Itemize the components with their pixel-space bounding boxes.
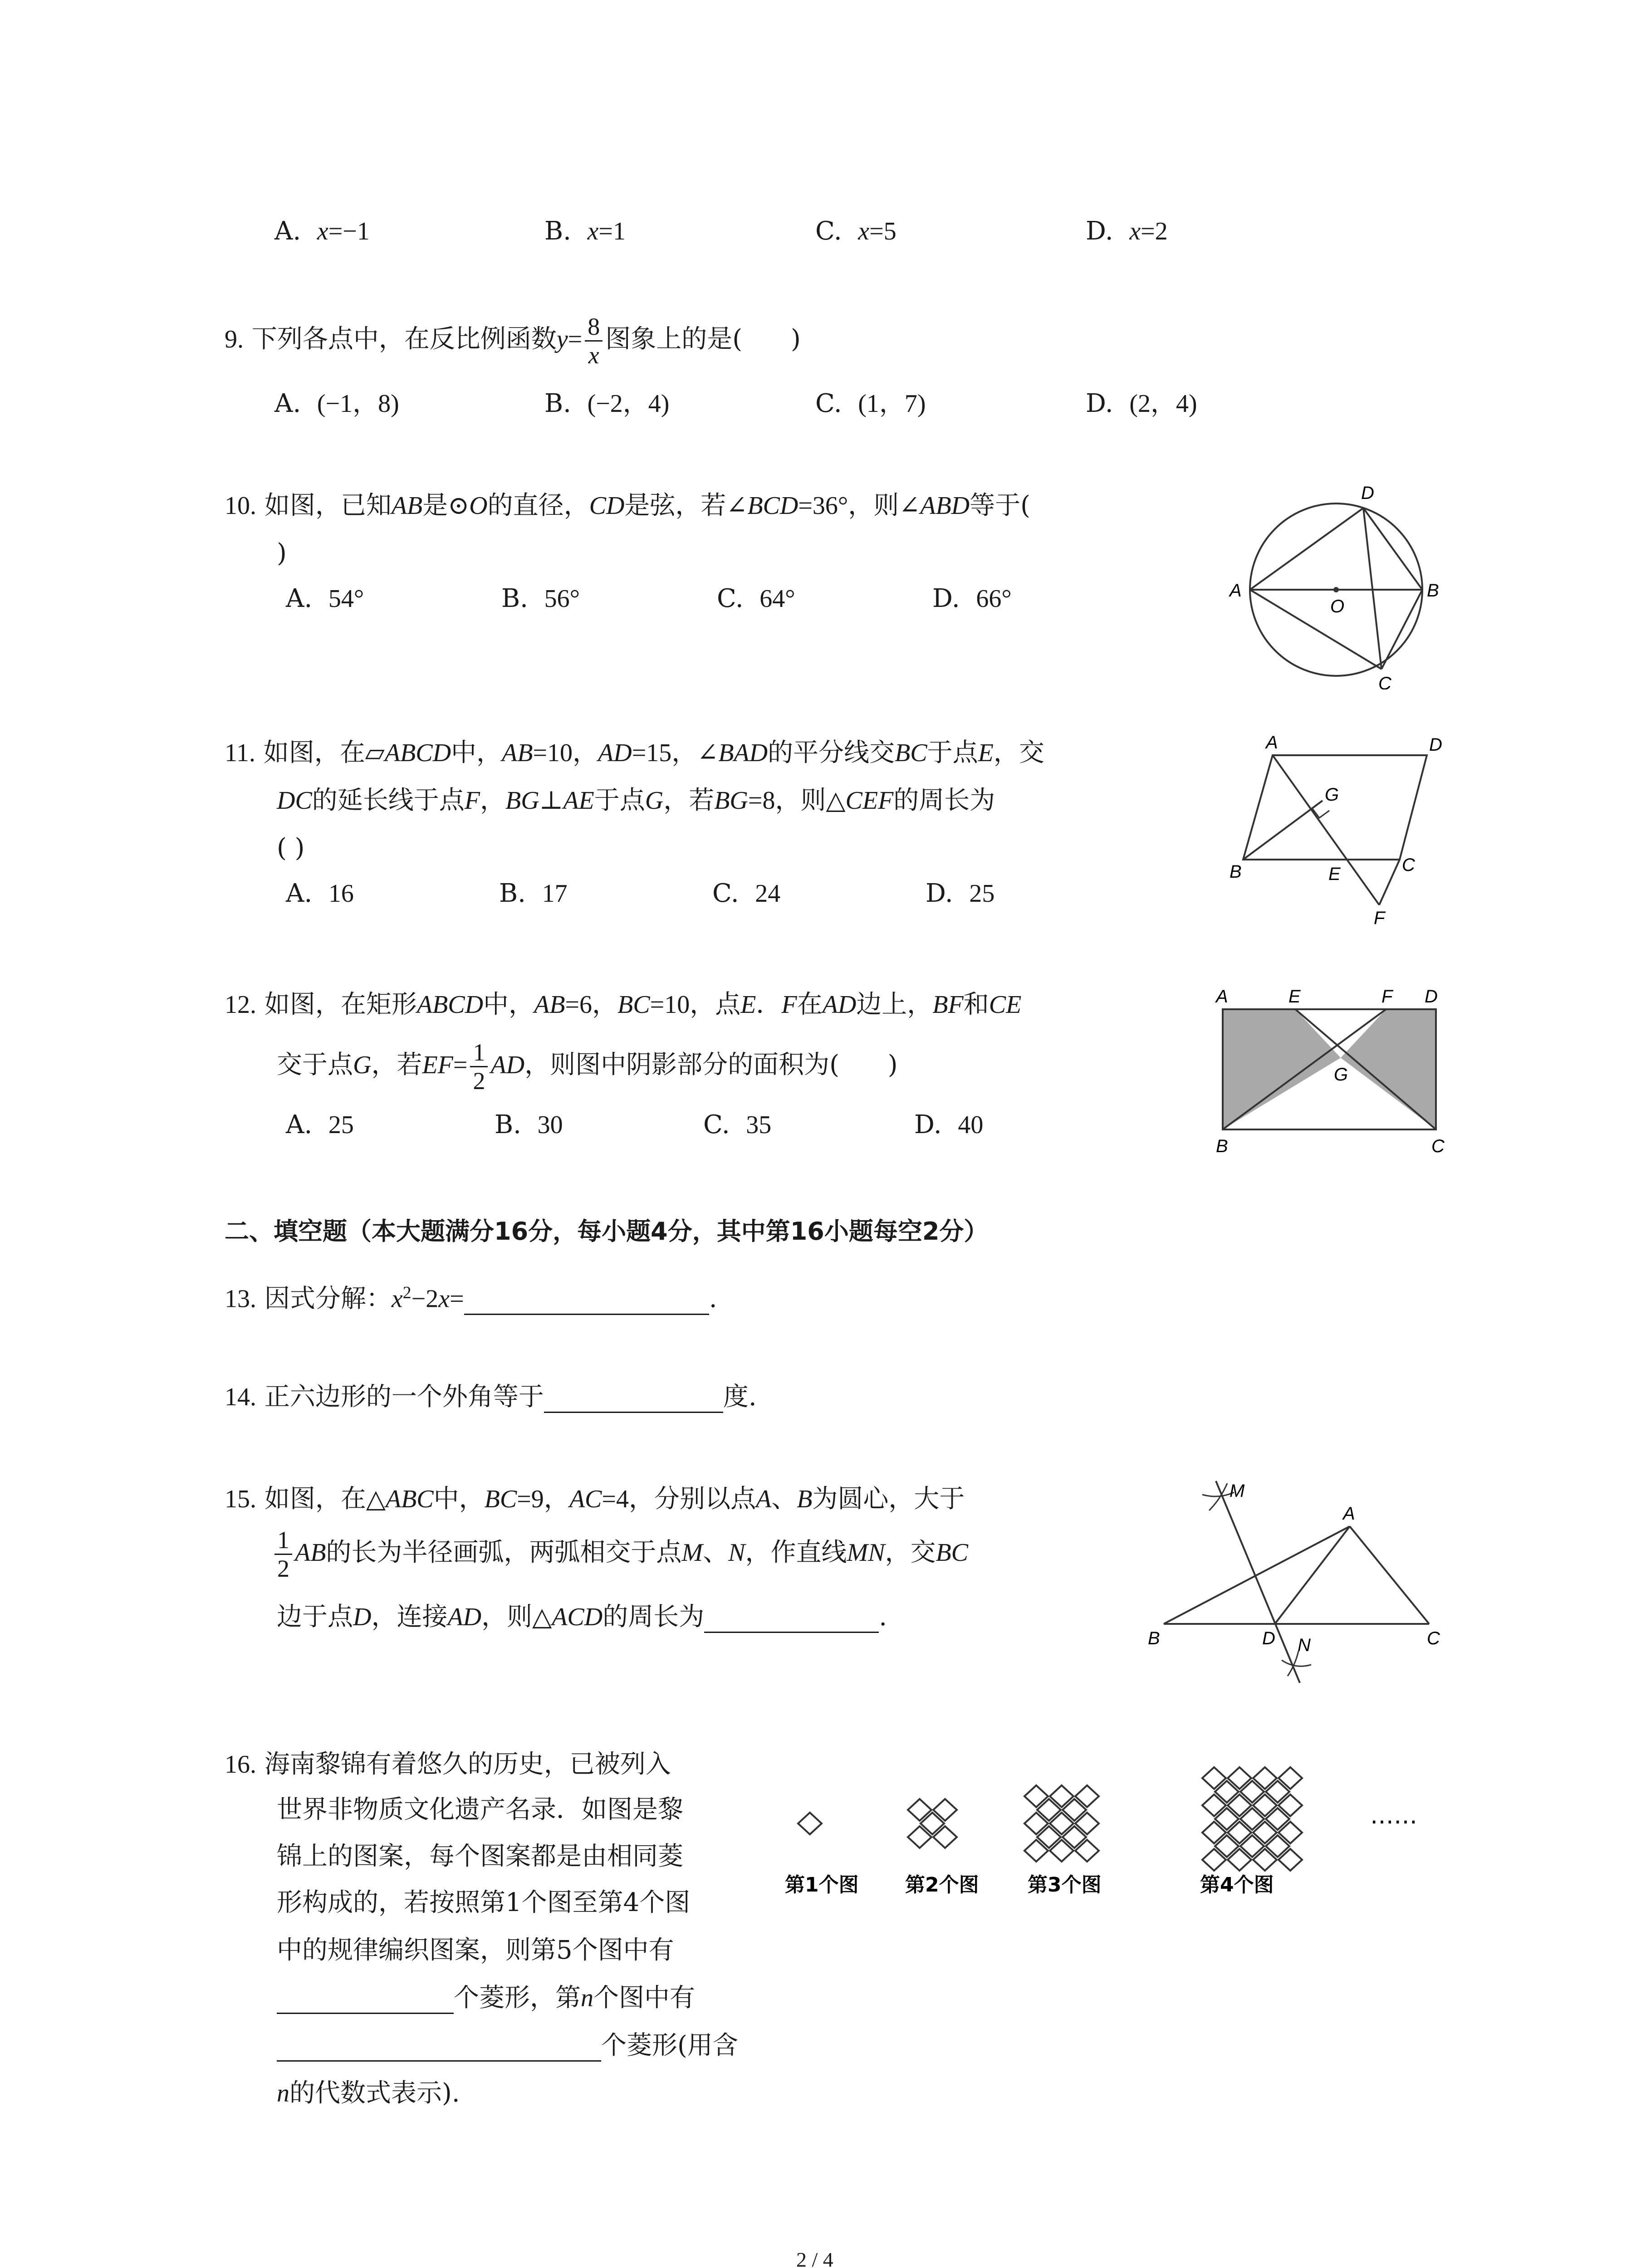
- q11-option-b: B. 17: [499, 879, 568, 908]
- point-label-e: E: [1288, 987, 1301, 1007]
- q16-stem-line6: 个菱形，第n个图中有: [277, 1982, 695, 2014]
- q14-stem: 14. 正六边形的一个外角等于 度.: [225, 1381, 757, 1413]
- point-label-c: C: [1402, 855, 1415, 875]
- shaded-left: [1223, 1009, 1341, 1129]
- rhombus: [798, 1813, 822, 1834]
- q9-option-a: A. (−1，8): [274, 389, 399, 418]
- q11-stem-line3: ( ): [277, 833, 305, 863]
- q10-circle-figure: [1225, 481, 1461, 689]
- point-label-c: C: [1431, 1136, 1445, 1156]
- q13-stem: 13. 因式分解：$x^2-2x=$ .: [225, 1277, 717, 1315]
- pattern-3: [1024, 1785, 1099, 1862]
- point-label-f: F: [1381, 987, 1393, 1007]
- point-label-d: D: [1361, 483, 1374, 503]
- q8-option-c: C. x=5: [815, 216, 896, 246]
- q9-stem: 9. 下列各点中，在反比例函数y= $\frac{8}{x}$ 图象上的是( ): [225, 313, 801, 369]
- q8-option-d: D. x=2: [1086, 216, 1168, 246]
- pattern-2: [908, 1799, 957, 1848]
- caption-pattern-2: 第2个图: [905, 1873, 979, 1897]
- point-label-d: D: [1429, 735, 1442, 755]
- point-label-o: O: [1330, 596, 1345, 616]
- q10-option-a: A. 54°: [286, 584, 364, 613]
- point-label-c: C: [1427, 1628, 1440, 1648]
- q11-stem-line1: 11. 如图，在▱ABCD中，AB=10，AD=15，∠BAD的平分线交BC于点E，交: [225, 738, 1044, 767]
- q10-option-d: D. 66°: [932, 584, 1012, 613]
- q8-option-a: A. x=−1: [274, 216, 370, 246]
- q13-answer-blank[interactable]: [464, 1290, 709, 1315]
- q10-option-c: C. 64°: [717, 584, 795, 613]
- q12-option-b: B. 30: [495, 1110, 563, 1139]
- point-label-e: E: [1328, 864, 1341, 884]
- point-label-n: N: [1298, 1635, 1311, 1655]
- q16-rhombus-patterns-figure: [771, 1733, 1479, 1923]
- q12-rectangle-figure: [1207, 980, 1461, 1161]
- section-title-fill-in: 二、填空题（本大题满分16分，每小题4分，其中第16小题每空2分）: [225, 1217, 989, 1246]
- point-label-c: C: [1378, 674, 1391, 689]
- q15-stem-line3: 边于点D，连接AD，则△ACD的周长为 .: [277, 1601, 887, 1633]
- q9-fraction: $\frac{8}{x}$: [585, 313, 603, 369]
- page-number: 2 / 4: [796, 2248, 833, 2268]
- q11-option-d: D. 25: [926, 879, 995, 908]
- q12-option-d: D. 40: [914, 1110, 984, 1139]
- q9-option-b: B. (−2，4): [544, 389, 670, 418]
- q15-triangle-figure: [1143, 1470, 1470, 1696]
- q15-stem-line1: 15. 如图，在△ABC中，BC=9，AC=4，分别以点A、B为圆心，大于: [225, 1484, 965, 1514]
- point-label-a: A: [1343, 1504, 1355, 1524]
- q11-option-c: C. 24: [712, 879, 781, 908]
- shaded-right: [1341, 1009, 1436, 1129]
- q16-stem-line4: 形构成的，若按照第1个图至第4个图: [277, 1888, 691, 1917]
- point-label-m: M: [1230, 1481, 1245, 1501]
- point-label-b: B: [1427, 581, 1439, 601]
- point-label-d: D: [1425, 987, 1438, 1007]
- q16-stem-line5: 中的规律编织图案，则第5个图中有: [277, 1936, 674, 1965]
- q10-option-b: B. 56°: [501, 584, 580, 613]
- caption-pattern-4: 第4个图: [1200, 1873, 1274, 1897]
- q8-option-b: B. x=1: [544, 216, 626, 246]
- q11-parallelogram-figure: [1220, 728, 1456, 928]
- q15-stem-line2: $\frac{1}{2}$ AB的长为半径画弧，两弧相交于点M、N，作直线MN，交BC: [274, 1526, 968, 1582]
- ellipsis: ……: [1370, 1802, 1417, 1829]
- pattern-1: [798, 1813, 822, 1834]
- point-label-a: A: [1216, 987, 1228, 1007]
- q11-stem-line2: DC的延长线于点F，BG⊥AE于点G，若BG=8，则△CEF的周长为: [277, 786, 995, 815]
- q16-stem-line1: 16. 海南黎锦有着悠久的历史，已被列入: [225, 1750, 671, 1779]
- q12-stem-line2: 交于点G，若EF= $\frac{1}{2}$ AD，则图中阴影部分的面积为( ): [277, 1039, 898, 1095]
- point-label-g: G: [1334, 1065, 1348, 1085]
- q10-stem-line2: ): [277, 538, 287, 568]
- q14-answer-blank[interactable]: [544, 1388, 723, 1413]
- q12-option-a: A. 25: [286, 1110, 354, 1139]
- q10-stem: 10. 如图，已知AB是⊙O的直径，CD是弦，若∠BCD=36°，则∠ABD等于(: [225, 491, 1030, 520]
- q16-stem-line8: n的代数式表示).: [277, 2078, 460, 2108]
- q16-answer-blank-2[interactable]: [277, 2037, 601, 2062]
- pattern-4: [1202, 1767, 1302, 1871]
- q16-stem-line2: 世界非物质文化遗产名录．如图是黎: [277, 1795, 683, 1824]
- point-label-a: A: [1266, 733, 1278, 753]
- point-label-g: G: [1325, 785, 1339, 805]
- q9-option-d: D. (2，4): [1086, 389, 1197, 418]
- q9-option-c: C. (1，7): [815, 389, 926, 418]
- caption-pattern-3: 第3个图: [1028, 1873, 1102, 1897]
- q16-stem-line3: 锦上的图案，每个图案都是由相同菱: [277, 1842, 683, 1871]
- q16-stem-line7: 个菱形(用含: [277, 2030, 738, 2062]
- point-label-b: B: [1148, 1628, 1160, 1648]
- q15-fraction: $\frac{1}{2}$: [274, 1526, 292, 1582]
- q12-stem-line1: 12. 如图，在矩形ABCD中，AB=6，BC=10，点E．F在AD边上，BF和CE: [225, 990, 1022, 1019]
- q15-answer-blank[interactable]: [704, 1608, 879, 1633]
- point-label-b: B: [1216, 1136, 1228, 1156]
- point-label-f: F: [1374, 908, 1385, 928]
- point-label-d: D: [1262, 1628, 1275, 1648]
- q11-option-a: A. 16: [286, 879, 354, 908]
- point-label-b: B: [1230, 862, 1242, 882]
- q12-option-c: C. 35: [703, 1110, 772, 1139]
- point-label-a: A: [1230, 581, 1242, 601]
- caption-pattern-1: 第1个图: [785, 1873, 859, 1897]
- q12-fraction: $\frac{1}{2}$: [470, 1039, 488, 1095]
- q16-answer-blank-1[interactable]: [277, 1989, 454, 2014]
